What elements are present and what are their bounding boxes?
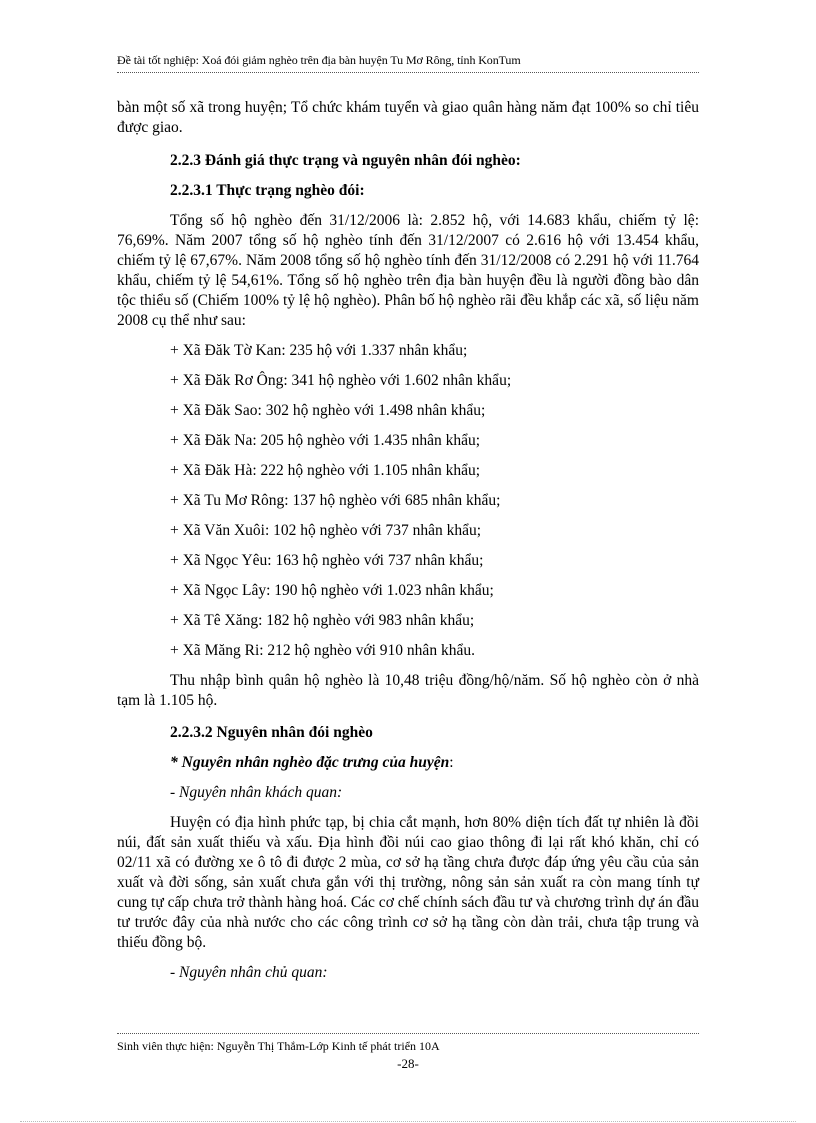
list-item: + Xã Măng Ri: 212 hộ nghèo với 910 nhân khẩu. (170, 642, 475, 659)
list-item: + Xã Đăk Sao: 302 hộ nghèo với 1.498 nhân khẩu; (170, 402, 486, 419)
list-item: + Xã Văn Xuôi: 102 hộ nghèo với 737 nhân khẩu; (170, 522, 482, 539)
list-item: + Xã Đăk Rơ Ông: 341 hộ nghèo với 1.602 nhân khẩu; (170, 372, 512, 389)
income-paragraph: Thu nhập bình quân hộ nghèo là 10,48 triệu đồng/hộ/năm. Số hộ nghèo còn ở nhà tạm là 1.105 hộ. (117, 672, 699, 709)
page-bottom-divider (20, 1121, 796, 1122)
objective-causes-heading: - Nguyên nhân khách quan: (170, 784, 343, 801)
page-number: -28- (397, 1056, 419, 1071)
list-item: + Xã Đăk Tờ Kan: 235 hộ với 1.337 nhân khẩu; (170, 342, 468, 359)
characteristic-causes-colon: : (449, 754, 454, 771)
characteristic-causes-heading (170, 753, 699, 773)
list-item: + Xã Đăk Na: 205 hộ nghèo với 1.435 nhân khẩu; (170, 432, 481, 449)
footer-divider (117, 1033, 699, 1034)
list-item: + Xã Đăk Hà: 222 hộ nghèo với 1.105 nhân khẩu; (170, 462, 481, 479)
running-header: Đề tài tốt nghiệp: Xoá đói giảm nghèo trên địa bàn huyện Tu Mơ Rông, tỉnh KonTum (117, 53, 521, 67)
characteristic-causes-heading-text: * Nguyên nhân nghèo đặc trưng của huyện (170, 754, 450, 771)
list-item: + Xã Ngọc Lây: 190 hộ nghèo với 1.023 nhân khẩu; (170, 582, 494, 599)
intro-paragraph: bàn một số xã trong huyện; Tổ chức khám tuyển và giao quân hàng năm đạt 100% so chỉ tiêu được giao. (117, 99, 699, 136)
poverty-status-paragraph: Tổng số hộ nghèo đến 31/12/2006 là: 2.852 hộ, với 14.683 khẩu, chiếm tỷ lệ: 76,69%. Năm 2007 tổng số hộ nghèo tính đến 31/12/2007 có 2.616 hộ với 13.454 khẩu, chiếm tỷ lệ 67,67%. Năm 2008 tổng số hộ nghèo tính đến 31/12/2008 có 2.291 hộ với 11.764 khẩu, chiếm tỷ lệ 54,61%. Tổng số hộ nghèo trên địa bàn huyện đều là người đồng bào dân tộc thiểu số (Chiếm 100% tỷ lệ hộ nghèo). Phân bố hộ nghèo rãi đều khắp các xã, số liệu năm 2008 cụ thể như sau: (117, 212, 699, 329)
objective-causes-paragraph: Huyện có địa hình phức tạp, bị chia cắt mạnh, hơn 80% diện tích đất tự nhiên là đồi núi, đất sản xuất thiếu và xấu. Địa hình đồi núi cao giao thông đi lại rất khó khăn, chỉ có 02/11 xã có đường xe ô tô đi được 2 mùa, cơ sở hạ tầng chưa được đáp ứng yêu cầu của sản xuất và đời sống, sản xuất chưa gắn với thị trường, nông sản sản xuất ra còn mang tính tự cung tự cấp chưa trở thành hàng hoá. Các cơ chế chính sách đầu tư và chương trình dự án đầu tư trước đây của nhà nước cho các công trình cơ sở hạ tầng còn dàn trải, chưa tập trung và thiếu đồng bộ. (117, 814, 699, 951)
subsection-heading-2-2-3-1: 2.2.3.1 Thực trạng nghèo đói: (170, 182, 365, 199)
subjective-causes-heading: - Nguyên nhân chủ quan: (170, 964, 328, 981)
section-heading-2-2-3: 2.2.3 Đánh giá thực trạng và nguyên nhân đói nghèo: (170, 152, 521, 169)
list-item: + Xã Tu Mơ Rông: 137 hộ nghèo với 685 nhân khẩu; (170, 492, 501, 509)
running-footer: Sinh viên thực hiện: Nguyễn Thị Thắm-Lớp Kinh tế phát triển 10A (117, 1039, 440, 1053)
document-body (117, 98, 699, 983)
commune-list (117, 341, 699, 661)
header-divider (117, 72, 699, 73)
list-item: + Xã Ngọc Yêu: 163 hộ nghèo với 737 nhân khẩu; (170, 552, 484, 569)
subsection-heading-2-2-3-2: 2.2.3.2 Nguyên nhân đói nghèo (170, 724, 373, 741)
list-item: + Xã Tê Xăng: 182 hộ nghèo với 983 nhân khẩu; (170, 612, 475, 629)
